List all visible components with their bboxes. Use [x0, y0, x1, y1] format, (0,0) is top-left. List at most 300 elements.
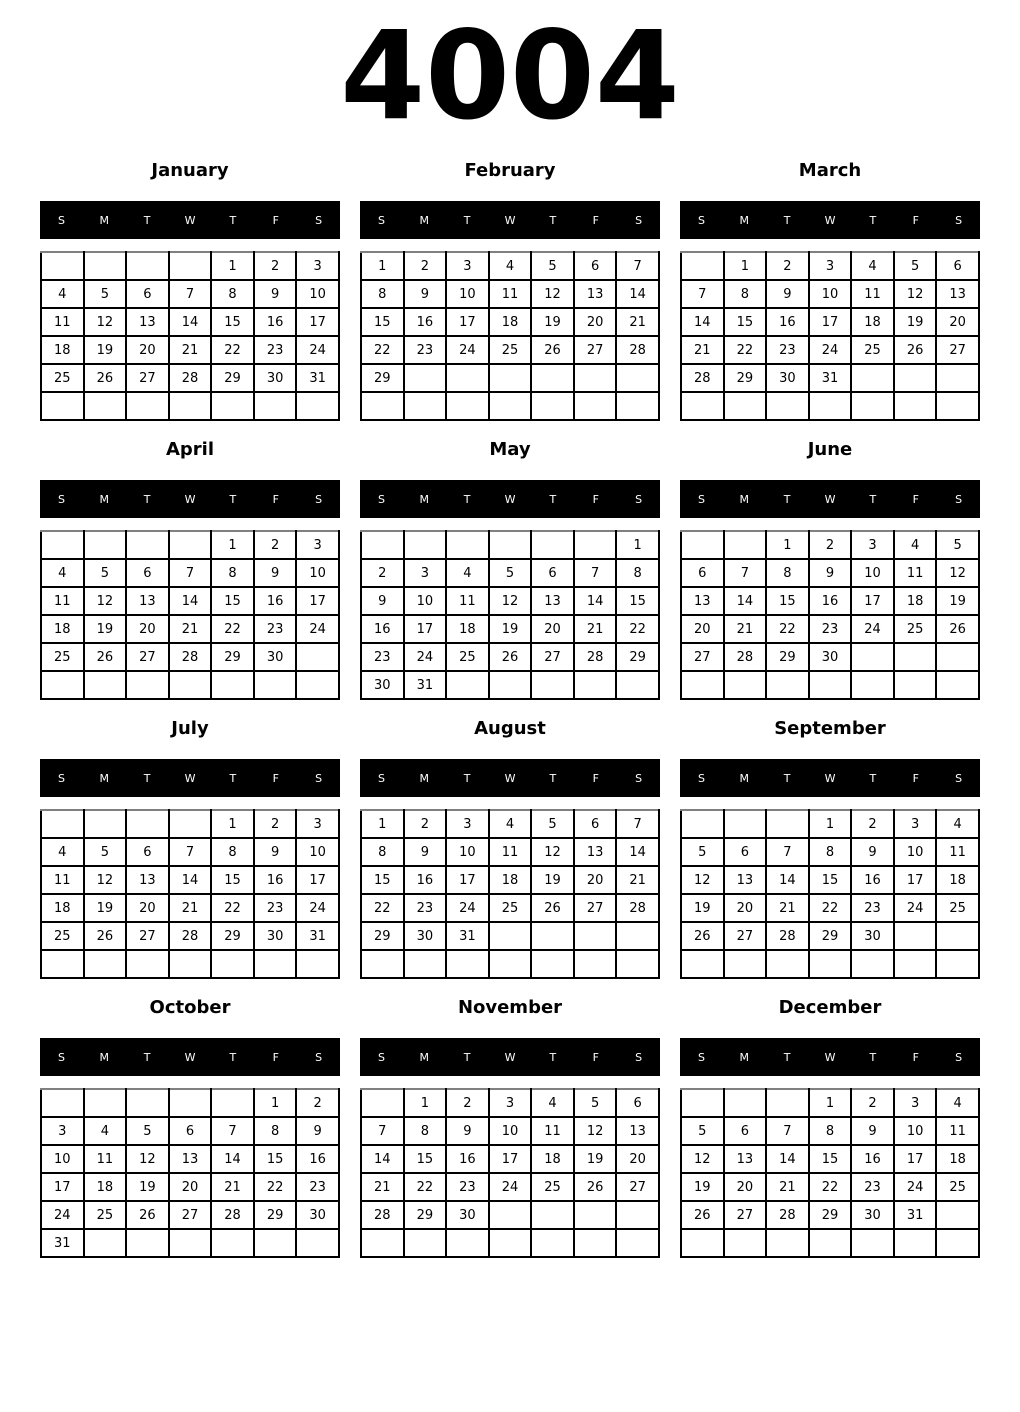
day-cell: 16 [446, 1145, 489, 1173]
week-row [361, 671, 659, 699]
day-cell: 15 [211, 308, 254, 336]
month-title: November [457, 997, 563, 1019]
day-cell: 6 [169, 1117, 212, 1145]
day-cell [84, 531, 127, 559]
week-row [681, 1117, 979, 1145]
day-cell: 12 [681, 1145, 724, 1173]
day-cell: 18 [84, 1173, 127, 1201]
day-cell: 28 [169, 364, 212, 392]
day-cell [489, 922, 532, 950]
month-days-table [40, 530, 340, 700]
day-cell: 25 [41, 364, 84, 392]
day-cell: 16 [254, 587, 297, 615]
weekday-label: M [739, 492, 750, 506]
day-cell [361, 531, 404, 559]
day-cell: 29 [616, 643, 659, 671]
day-cell: 7 [169, 838, 212, 866]
day-cell: 12 [126, 1145, 169, 1173]
day-cell: 15 [724, 308, 767, 336]
week-row [41, 1229, 339, 1257]
day-cell: 2 [851, 810, 894, 838]
day-cell: 13 [936, 280, 979, 308]
day-cell [724, 671, 767, 699]
day-cell: 26 [574, 1173, 617, 1201]
day-cell: 13 [126, 308, 169, 336]
day-cell: 24 [894, 1173, 937, 1201]
months-grid [40, 160, 980, 1258]
weekday-header [360, 1038, 660, 1076]
day-cell: 19 [84, 615, 127, 643]
day-cell [574, 1201, 617, 1229]
day-cell: 6 [531, 559, 574, 587]
weekday-label: T [549, 492, 557, 506]
day-cell: 3 [446, 810, 489, 838]
day-cell: 3 [404, 559, 447, 587]
day-cell [404, 531, 447, 559]
day-cell [616, 1201, 659, 1229]
day-cell: 10 [296, 559, 339, 587]
week-row [41, 643, 339, 671]
week-row [41, 1089, 339, 1117]
weekday-label: S [635, 1050, 643, 1064]
weekday-label: W [184, 771, 196, 785]
day-cell: 17 [894, 1145, 937, 1173]
day-cell: 4 [489, 810, 532, 838]
week-row [681, 671, 979, 699]
day-cell: 4 [41, 280, 84, 308]
day-cell [681, 950, 724, 978]
day-cell: 26 [84, 364, 127, 392]
week-row [361, 838, 659, 866]
day-cell: 22 [361, 894, 404, 922]
weekday-header [360, 759, 660, 797]
day-cell: 11 [894, 559, 937, 587]
day-cell [936, 922, 979, 950]
day-cell: 13 [616, 1117, 659, 1145]
day-cell: 16 [766, 308, 809, 336]
weekday-label: S [697, 492, 705, 506]
year-title: 4004 [340, 5, 680, 147]
day-cell: 5 [894, 252, 937, 280]
day-cell: 22 [766, 615, 809, 643]
day-cell: 28 [211, 1201, 254, 1229]
weekday-header [680, 759, 980, 797]
week-row [361, 587, 659, 615]
weekday-label: F [592, 492, 599, 506]
weekday-label: T [463, 771, 471, 785]
day-cell: 9 [254, 838, 297, 866]
weekday-label: W [824, 1050, 836, 1064]
day-cell: 24 [489, 1173, 532, 1201]
day-cell [211, 1089, 254, 1117]
weekday-label: M [419, 492, 430, 506]
week-row [41, 1201, 339, 1229]
day-cell: 12 [84, 587, 127, 615]
day-cell: 6 [724, 838, 767, 866]
day-cell [574, 671, 617, 699]
day-cell: 30 [766, 364, 809, 392]
day-cell [894, 671, 937, 699]
day-cell: 6 [574, 252, 617, 280]
day-cell: 22 [809, 894, 852, 922]
weekday-label: S [377, 771, 385, 785]
weekday-label: S [955, 213, 963, 227]
day-cell [616, 1229, 659, 1257]
day-cell [851, 950, 894, 978]
day-cell [404, 392, 447, 420]
week-row [681, 364, 979, 392]
day-cell [126, 531, 169, 559]
day-cell [211, 950, 254, 978]
day-cell: 16 [254, 866, 297, 894]
day-cell [894, 950, 937, 978]
day-cell: 19 [574, 1145, 617, 1173]
day-cell: 26 [936, 615, 979, 643]
day-cell: 4 [936, 1089, 979, 1117]
day-cell: 15 [361, 308, 404, 336]
day-cell [681, 392, 724, 420]
day-cell: 18 [41, 615, 84, 643]
day-cell: 1 [809, 810, 852, 838]
day-cell: 7 [616, 252, 659, 280]
day-cell: 11 [851, 280, 894, 308]
day-cell: 11 [489, 838, 532, 866]
day-cell [531, 364, 574, 392]
day-cell: 16 [296, 1145, 339, 1173]
day-cell: 20 [531, 615, 574, 643]
weekday-label: T [869, 213, 877, 227]
week-row [41, 838, 339, 866]
day-cell [681, 810, 724, 838]
day-cell [126, 252, 169, 280]
day-cell: 9 [254, 559, 297, 587]
day-cell: 23 [254, 894, 297, 922]
day-cell: 14 [169, 308, 212, 336]
day-cell: 14 [169, 587, 212, 615]
day-cell: 22 [616, 615, 659, 643]
day-cell: 15 [211, 866, 254, 894]
month-days-table [40, 809, 340, 979]
day-cell [574, 922, 617, 950]
weekday-label: T [143, 213, 151, 227]
day-cell: 28 [616, 894, 659, 922]
weekday-label: S [697, 1050, 705, 1064]
day-cell: 25 [41, 922, 84, 950]
day-cell: 27 [126, 364, 169, 392]
day-cell: 16 [851, 1145, 894, 1173]
month-block [40, 439, 340, 700]
day-cell: 6 [681, 559, 724, 587]
day-cell: 10 [894, 838, 937, 866]
month-block [40, 718, 340, 979]
day-cell [296, 1229, 339, 1257]
week-row [41, 810, 339, 838]
day-cell: 3 [41, 1117, 84, 1145]
week-row [361, 252, 659, 280]
month-block [680, 160, 980, 421]
day-cell [724, 1229, 767, 1257]
weekday-label: T [783, 771, 791, 785]
day-cell: 4 [936, 810, 979, 838]
weekday-label: T [463, 492, 471, 506]
day-cell: 12 [681, 866, 724, 894]
day-cell [169, 531, 212, 559]
day-cell: 27 [574, 894, 617, 922]
day-cell: 2 [254, 810, 297, 838]
weekday-label: T [463, 213, 471, 227]
month-days-table [360, 251, 660, 421]
week-row [681, 838, 979, 866]
day-cell: 7 [211, 1117, 254, 1145]
day-cell [404, 1229, 447, 1257]
day-cell: 13 [574, 838, 617, 866]
week-row [41, 587, 339, 615]
day-cell: 8 [809, 1117, 852, 1145]
day-cell: 31 [446, 922, 489, 950]
weekday-label: S [315, 492, 323, 506]
day-cell: 21 [766, 1173, 809, 1201]
month-days-table [680, 1088, 980, 1258]
day-cell: 24 [296, 894, 339, 922]
day-cell: 4 [851, 252, 894, 280]
week-row [41, 866, 339, 894]
day-cell: 4 [41, 838, 84, 866]
day-cell: 14 [574, 587, 617, 615]
day-cell [446, 671, 489, 699]
day-cell [446, 364, 489, 392]
day-cell: 18 [446, 615, 489, 643]
day-cell: 1 [254, 1089, 297, 1117]
day-cell: 29 [404, 1201, 447, 1229]
weekday-label: F [272, 492, 279, 506]
day-cell: 20 [936, 308, 979, 336]
day-cell: 16 [851, 866, 894, 894]
day-cell: 4 [489, 252, 532, 280]
day-cell: 26 [531, 336, 574, 364]
day-cell: 17 [296, 587, 339, 615]
week-row [41, 894, 339, 922]
day-cell [936, 1229, 979, 1257]
day-cell: 27 [936, 336, 979, 364]
day-cell: 19 [531, 866, 574, 894]
week-row [681, 922, 979, 950]
day-cell: 25 [489, 336, 532, 364]
month-title: July [171, 718, 209, 740]
day-cell: 23 [446, 1173, 489, 1201]
day-cell [169, 671, 212, 699]
week-row [361, 615, 659, 643]
day-cell [169, 252, 212, 280]
day-cell: 1 [361, 810, 404, 838]
day-cell [681, 1229, 724, 1257]
day-cell [531, 392, 574, 420]
month-block [680, 997, 980, 1258]
day-cell: 27 [616, 1173, 659, 1201]
day-cell: 12 [894, 280, 937, 308]
day-cell: 27 [126, 643, 169, 671]
day-cell: 31 [296, 364, 339, 392]
day-cell [446, 392, 489, 420]
day-cell: 14 [766, 1145, 809, 1173]
day-cell: 3 [894, 810, 937, 838]
day-cell: 29 [361, 922, 404, 950]
day-cell: 10 [404, 587, 447, 615]
day-cell: 1 [361, 252, 404, 280]
day-cell: 5 [489, 559, 532, 587]
day-cell [169, 392, 212, 420]
week-row [361, 531, 659, 559]
day-cell: 25 [851, 336, 894, 364]
day-cell: 25 [489, 894, 532, 922]
week-row [41, 252, 339, 280]
month-block [360, 997, 660, 1258]
week-row [681, 308, 979, 336]
day-cell: 9 [446, 1117, 489, 1145]
day-cell: 29 [254, 1201, 297, 1229]
week-row [361, 1201, 659, 1229]
day-cell: 22 [361, 336, 404, 364]
day-cell [936, 950, 979, 978]
weekday-label: S [377, 1050, 385, 1064]
month-title: January [151, 160, 229, 182]
month-title: April [165, 439, 215, 461]
day-cell: 3 [809, 252, 852, 280]
day-cell: 30 [851, 1201, 894, 1229]
day-cell: 24 [404, 643, 447, 671]
day-cell: 7 [766, 1117, 809, 1145]
day-cell: 17 [404, 615, 447, 643]
weekday-header [360, 201, 660, 239]
weekday-label: T [549, 213, 557, 227]
day-cell: 8 [254, 1117, 297, 1145]
day-cell: 24 [41, 1201, 84, 1229]
week-row [361, 392, 659, 420]
day-cell [724, 531, 767, 559]
weekday-label: S [635, 213, 643, 227]
day-cell: 26 [531, 894, 574, 922]
day-cell: 12 [574, 1117, 617, 1145]
day-cell: 2 [404, 252, 447, 280]
day-cell: 1 [211, 252, 254, 280]
day-cell: 22 [254, 1173, 297, 1201]
day-cell: 5 [84, 559, 127, 587]
day-cell: 9 [851, 838, 894, 866]
weekday-label: T [869, 771, 877, 785]
day-cell: 16 [361, 615, 404, 643]
day-cell: 7 [361, 1117, 404, 1145]
day-cell: 15 [616, 587, 659, 615]
day-cell [724, 950, 767, 978]
day-cell: 24 [894, 894, 937, 922]
day-cell: 6 [724, 1117, 767, 1145]
day-cell: 16 [404, 308, 447, 336]
week-row [681, 615, 979, 643]
week-row [41, 1117, 339, 1145]
day-cell [489, 364, 532, 392]
day-cell: 17 [809, 308, 852, 336]
weekday-label: W [184, 213, 196, 227]
day-cell [681, 252, 724, 280]
day-cell: 20 [169, 1173, 212, 1201]
day-cell: 15 [254, 1145, 297, 1173]
day-cell: 28 [616, 336, 659, 364]
month-block [360, 160, 660, 421]
month-block [680, 718, 980, 979]
day-cell [574, 392, 617, 420]
month-title: February [464, 160, 556, 182]
day-cell: 6 [574, 810, 617, 838]
day-cell: 22 [211, 894, 254, 922]
day-cell: 31 [404, 671, 447, 699]
day-cell: 14 [681, 308, 724, 336]
day-cell [446, 531, 489, 559]
weekday-label: T [143, 771, 151, 785]
day-cell: 31 [894, 1201, 937, 1229]
day-cell [41, 252, 84, 280]
day-cell: 27 [169, 1201, 212, 1229]
day-cell: 30 [361, 671, 404, 699]
day-cell: 7 [724, 559, 767, 587]
week-row [681, 336, 979, 364]
weekday-label: T [869, 492, 877, 506]
day-cell: 27 [724, 1201, 767, 1229]
day-cell: 20 [126, 615, 169, 643]
week-row [41, 336, 339, 364]
weekday-label: T [229, 771, 237, 785]
month-title: October [149, 997, 231, 1019]
day-cell: 30 [254, 364, 297, 392]
week-row [361, 894, 659, 922]
weekday-label: F [272, 771, 279, 785]
day-cell: 6 [126, 559, 169, 587]
day-cell: 8 [616, 559, 659, 587]
day-cell: 8 [211, 280, 254, 308]
day-cell [616, 364, 659, 392]
day-cell: 24 [296, 336, 339, 364]
weekday-label: T [783, 213, 791, 227]
day-cell: 21 [169, 894, 212, 922]
day-cell [766, 1229, 809, 1257]
day-cell: 18 [489, 866, 532, 894]
weekday-label: M [739, 1050, 750, 1064]
week-row [41, 615, 339, 643]
day-cell: 15 [404, 1145, 447, 1173]
day-cell: 28 [169, 922, 212, 950]
day-cell [809, 671, 852, 699]
weekday-label: S [635, 771, 643, 785]
weekday-label: T [783, 1050, 791, 1064]
day-cell: 30 [404, 922, 447, 950]
day-cell [361, 950, 404, 978]
day-cell: 7 [766, 838, 809, 866]
weekday-label: W [504, 771, 516, 785]
day-cell: 25 [936, 1173, 979, 1201]
weekday-label: S [377, 492, 385, 506]
day-cell: 4 [446, 559, 489, 587]
day-cell: 11 [936, 1117, 979, 1145]
day-cell: 29 [809, 922, 852, 950]
week-row [681, 252, 979, 280]
day-cell: 13 [531, 587, 574, 615]
day-cell: 20 [724, 894, 767, 922]
day-cell [361, 1229, 404, 1257]
day-cell: 15 [766, 587, 809, 615]
day-cell: 20 [126, 336, 169, 364]
week-row [41, 1173, 339, 1201]
day-cell: 1 [724, 252, 767, 280]
weekday-label: M [99, 492, 110, 506]
weekday-label: M [419, 771, 430, 785]
